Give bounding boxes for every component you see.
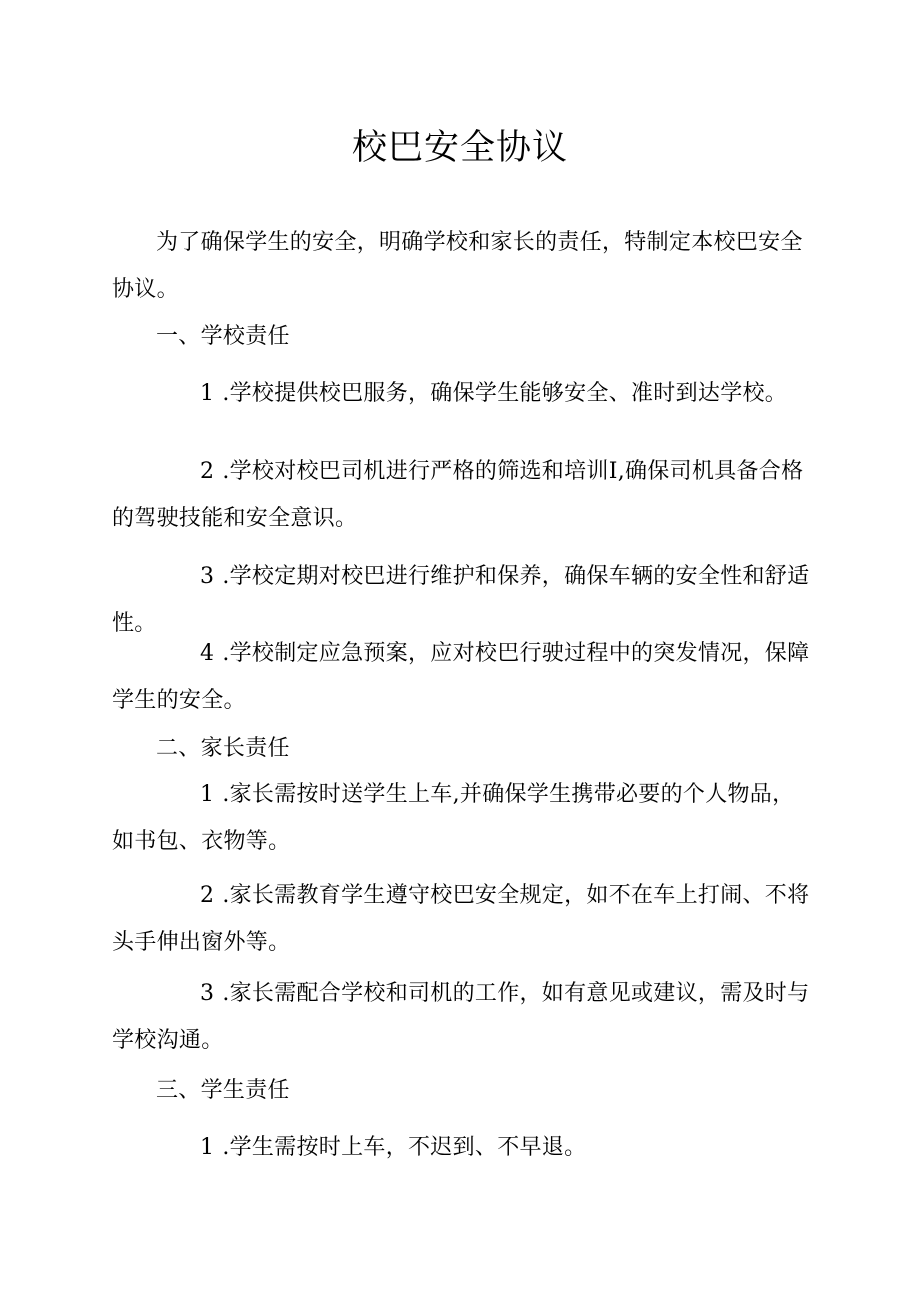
item-number: 2 — [200, 459, 215, 484]
item-number: 1 — [200, 1135, 215, 1160]
item-text: .学校提供校巴服务，确保学生能够安全、准时到达学校。 — [222, 381, 788, 406]
item-text: .家长需按时送学生上车,并确保学生携带必要的个人物品，如书包、衣物等。 — [112, 782, 795, 854]
item-number: 4 — [200, 641, 215, 666]
item-number: 3 — [200, 564, 215, 589]
school-item-2 — [112, 448, 812, 542]
section-heading-parents: 二、家长责任 — [156, 736, 290, 761]
school-item-1 — [112, 370, 812, 417]
parents-item-2 — [112, 872, 812, 966]
section-heading-school: 一、学校责任 — [156, 324, 290, 349]
school-item-4 — [112, 630, 812, 724]
parents-item-1 — [112, 771, 812, 865]
item-number: 2 — [200, 883, 215, 908]
document-title: 校巴安全协议 — [351, 128, 568, 168]
item-text: .学校定期对校巴进行维护和保养，确保车辆的安全性和舒适性。 — [112, 564, 810, 636]
item-text: .家长需配合学校和司机的工作，如有意见或建议，需及时与学校沟通。 — [112, 981, 810, 1053]
item-number: 1 — [200, 782, 215, 807]
section-heading-students: 三、学生责任 — [156, 1078, 290, 1103]
intro-paragraph: 为了确保学生的安全，明确学校和家长的责任，特制定本校巴安全协议。 — [112, 230, 803, 302]
students-item-1 — [112, 1124, 812, 1171]
item-text: .学生需按时上车，不迟到、不早退。 — [222, 1135, 587, 1160]
item-number: 1 — [200, 381, 215, 406]
item-text: .家长需教育学生遵守校巴安全规定，如不在车上打闹、不将头手伸出窗外等。 — [112, 883, 810, 955]
item-text: .学校制定应急预案，应对校巴行驶过程中的突发情况，保障学生的安全。 — [112, 641, 810, 713]
item-number: 3 — [200, 981, 215, 1006]
parents-item-3 — [112, 970, 812, 1064]
item-text: .学校对校巴司机进行严格的筛选和培训I,确保司机具备合格的驾驶技能和安全意识。 — [112, 459, 804, 531]
